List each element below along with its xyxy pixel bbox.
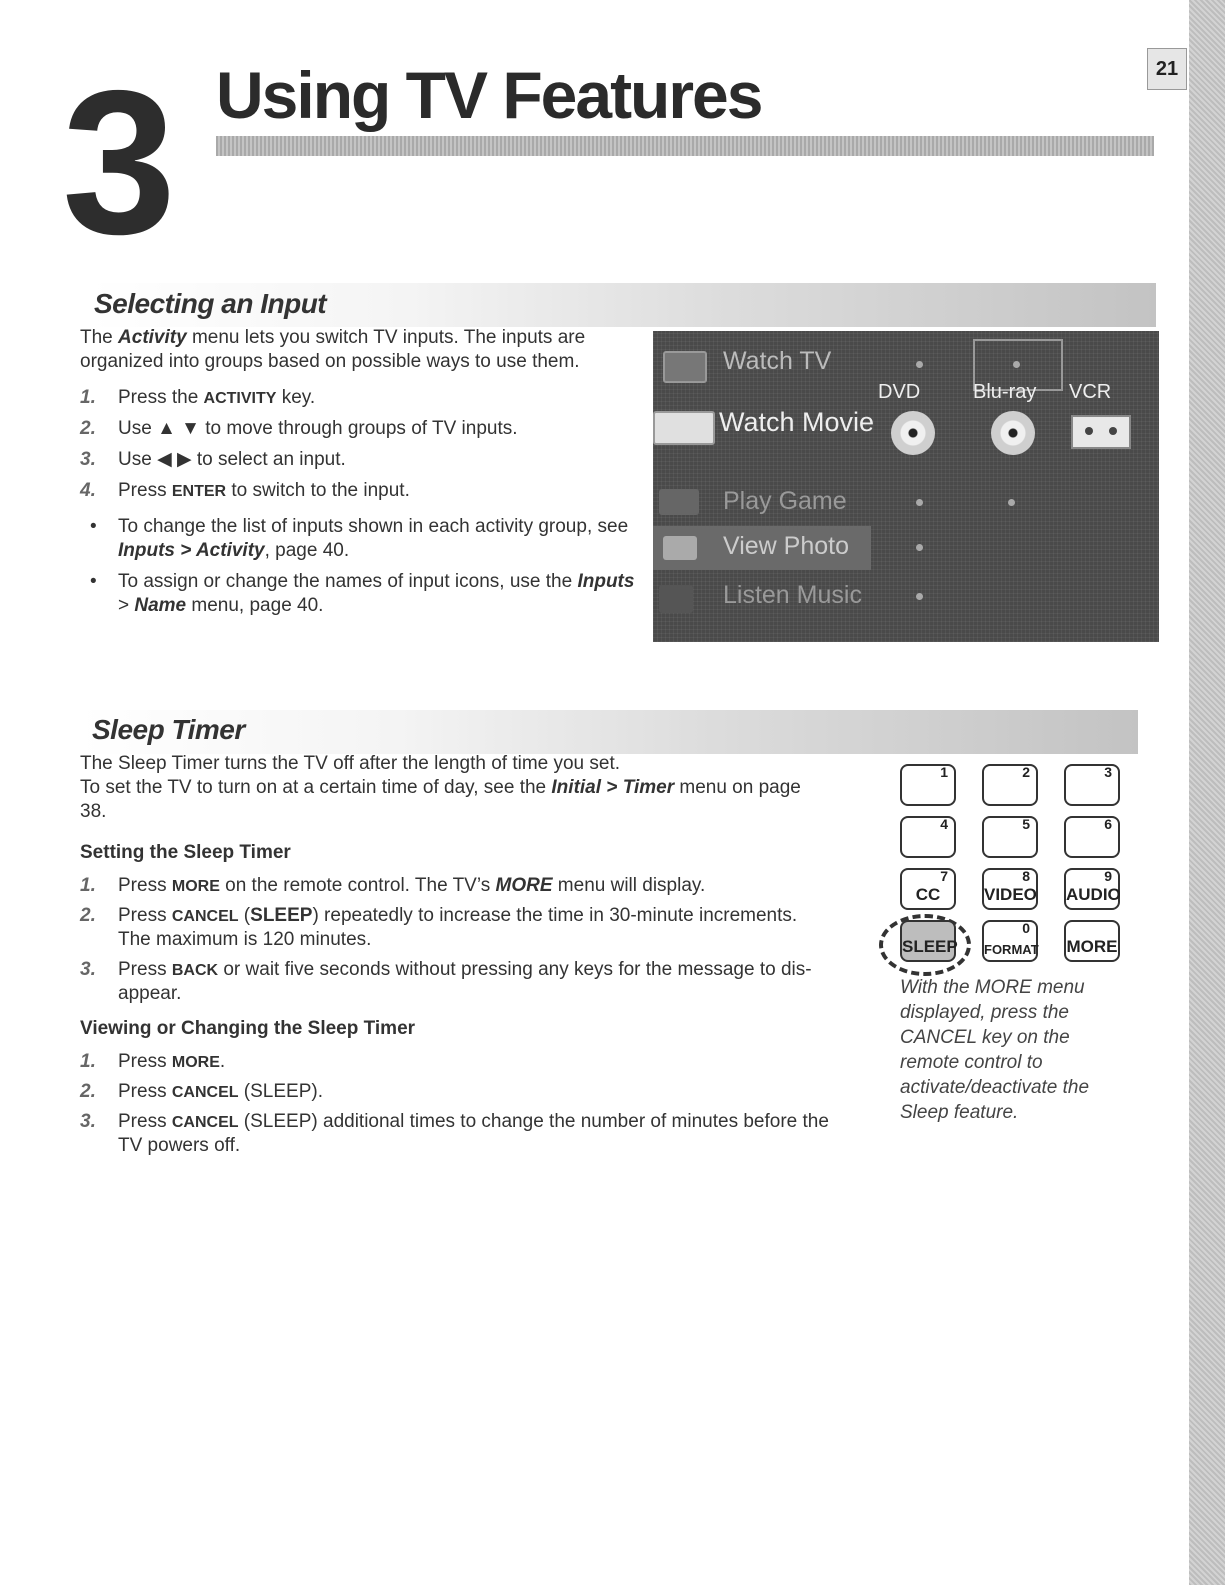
menu-dot — [916, 361, 923, 368]
sleep-intro-line1: The Sleep Timer turns the TV off after the length of time you set. — [80, 753, 621, 774]
key-number: 0 — [1022, 920, 1030, 936]
vcr-tape-icon — [1071, 415, 1131, 449]
step-1: 1. Press the ACTIVITY key. — [80, 387, 316, 408]
sleep-intro-line3: 38. — [80, 801, 107, 822]
menu-dot — [916, 544, 923, 551]
remote-key-3 — [1064, 764, 1120, 806]
menu-dot — [916, 593, 923, 600]
menu-dot — [916, 499, 923, 506]
key-number: 7 — [940, 868, 948, 884]
title-rule — [216, 136, 1154, 156]
dvd-disc-icon — [891, 411, 935, 455]
key-label: SLEEP — [902, 937, 958, 956]
key-number: 9 — [1104, 868, 1112, 884]
page-number: 21 — [1147, 48, 1187, 90]
view-step-3: 3. Press CANCEL (SLEEP) additional times to change the number of minutes before the TV powers off. — [80, 1111, 829, 1156]
bullet-item: • To assign or change the names of input icons, use the Inputs > Name menu, page 40. — [90, 571, 635, 616]
sleep-step-1: 1. Press MORE on the remote control. The TV’s MORE menu will display. — [80, 875, 706, 896]
page-edge-strip — [1189, 0, 1225, 1585]
key-label: AUDIO — [1066, 885, 1121, 904]
film-icon — [653, 411, 715, 445]
step-3: 3. Use ◀ ▶ to select an input. — [80, 449, 346, 470]
key-number: 3 — [1104, 764, 1112, 780]
view-step-1: 1. Press MORE. — [80, 1051, 226, 1072]
chapter-title: Using TV Features — [216, 58, 762, 132]
key-number: 4 — [940, 816, 948, 832]
chapter-number: 3 — [62, 48, 171, 277]
remote-key-2 — [982, 764, 1038, 806]
section-heading-sleep-timer: Sleep Timer — [92, 714, 245, 745]
menu-dot — [1008, 499, 1015, 506]
remote-key-format — [982, 920, 1038, 962]
menu-row-play-game: Play Game — [653, 479, 1159, 529]
remote-key-4 — [900, 816, 956, 858]
sleep-step-3: 3. Press BACK or wait five seconds without pressing any keys for the message to dis- appear. — [80, 959, 812, 1004]
bullet-item: • To change the list of inputs shown in each activity group, see Inputs > Activity, page 40. — [90, 516, 629, 561]
sleep-step-2: 2. Press CANCEL (SLEEP) repeatedly to increase the time in 30-minute increments. The maximum is 120 minutes. — [80, 905, 798, 950]
bluray-disc-icon — [991, 411, 1035, 455]
subheading-setting-sleep-timer: Setting the Sleep Timer — [80, 842, 291, 863]
menu-row-watch-tv: Watch TV — [653, 339, 1159, 389]
remote-key-6 — [1064, 816, 1120, 858]
menu-row-watch-movie: Watch Movie DVD Blu-ray VCR — [653, 389, 1159, 479]
keypad-caption: With the MORE menu displayed, press the CANCEL key on the remote control to activate/deactivate the Sleep feature. — [900, 977, 1090, 1123]
remote-key-5 — [982, 816, 1038, 858]
section-intro: The Activity menu lets you switch TV inputs. The inputs are organized into groups based on possible ways to use them. — [80, 327, 586, 372]
key-label: FORMAT — [984, 942, 1039, 957]
key-number: 6 — [1104, 816, 1112, 832]
sleep-intro-line2: To set the TV to turn on at a certain time of day, see the Initial > Timer menu on page — [80, 777, 801, 798]
menu-row-listen-music: Listen Music — [653, 575, 1159, 625]
remote-key-audio — [1064, 868, 1120, 910]
music-note-icon — [659, 585, 693, 613]
tv-icon — [663, 351, 707, 383]
remote-key-1 — [900, 764, 956, 806]
key-label: VIDEO — [984, 885, 1037, 904]
gamepad-icon — [659, 489, 699, 515]
camera-icon — [663, 536, 697, 560]
remote-key-more — [1064, 920, 1120, 962]
key-number: 8 — [1022, 868, 1030, 884]
section-heading-selecting-input: Selecting an Input — [94, 288, 327, 319]
key-number: 2 — [1022, 764, 1030, 780]
menu-dot — [1013, 361, 1020, 368]
activity-menu-screenshot — [653, 331, 1159, 642]
subheading-viewing-changing: Viewing or Changing the Sleep Timer — [80, 1018, 416, 1039]
key-number: 1 — [940, 764, 948, 780]
key-number: 5 — [1022, 816, 1030, 832]
step-2: 2. Use ▲ ▼ to move through groups of TV inputs. — [80, 418, 518, 439]
remote-key-video — [982, 868, 1038, 910]
key-label: CC — [915, 885, 941, 904]
remote-key-cc — [900, 868, 956, 910]
step-4: 4. Press ENTER to switch to the input. — [80, 480, 410, 501]
menu-row-view-photo: View Photo — [653, 526, 1159, 576]
key-label: MORE — [1066, 937, 1118, 956]
remote-key-sleep — [900, 920, 956, 962]
view-step-2: 2. Press CANCEL (SLEEP). — [80, 1081, 324, 1102]
